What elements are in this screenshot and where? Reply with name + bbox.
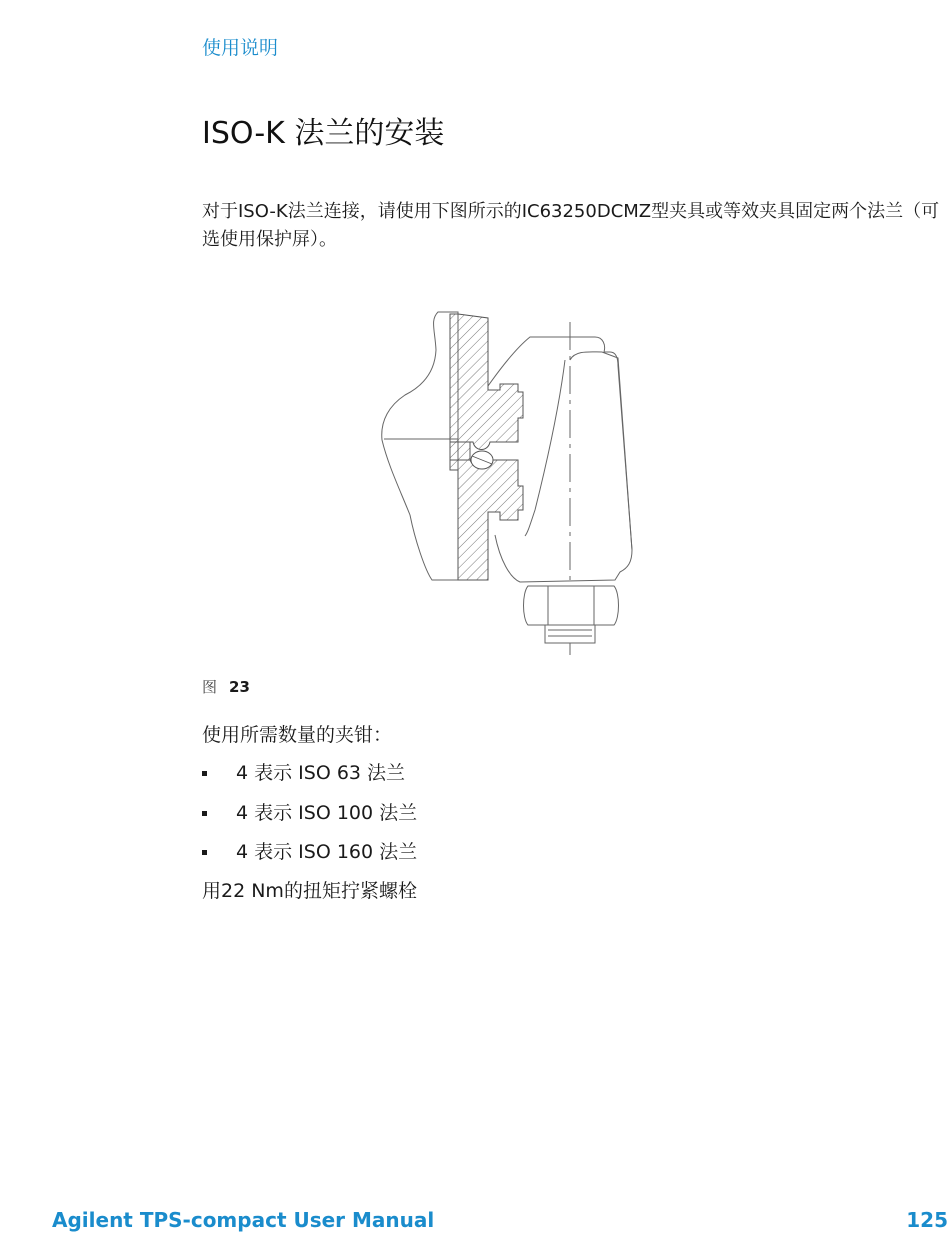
centering-ring bbox=[450, 442, 470, 460]
list-item bbox=[202, 839, 417, 879]
outer-flange-outline bbox=[382, 312, 460, 580]
figure-number: 23 bbox=[229, 678, 250, 696]
lower-hatched-flange bbox=[450, 460, 523, 580]
figure-prefix: 图 bbox=[202, 678, 218, 696]
figure-caption bbox=[202, 676, 250, 697]
bullet-icon bbox=[202, 811, 207, 816]
bolt-end bbox=[545, 625, 595, 643]
clamp-count-list bbox=[202, 760, 417, 879]
upper-hatched-flange bbox=[450, 314, 523, 450]
intro-paragraph: 对于ISO-K法兰连接，请使用下图所示的IC63250DCMZ型夹具或等效夹具固定两个法兰（可选使用保护屏）。 bbox=[202, 201, 940, 250]
usage-text: 使用所需数量的夹钳： bbox=[202, 724, 393, 746]
list-item-text: 4 表示 ISO 63 法兰 bbox=[236, 762, 406, 784]
list-item bbox=[202, 760, 417, 800]
page-title: ISO-K 法兰的安装 bbox=[202, 116, 445, 151]
section-header-label: 使用说明 bbox=[202, 37, 279, 59]
footer-manual-title: Agilent TPS-compact User Manual bbox=[52, 1208, 435, 1232]
bullet-icon bbox=[202, 771, 207, 776]
torque-instruction: 用22 Nm的扭矩拧紧螺栓 bbox=[202, 880, 417, 902]
hex-nut bbox=[524, 586, 619, 625]
bullet-icon bbox=[202, 850, 207, 855]
list-item-text: 4 表示 ISO 160 法兰 bbox=[236, 841, 418, 863]
list-item bbox=[202, 800, 417, 840]
list-item-text: 4 表示 ISO 100 法兰 bbox=[236, 801, 418, 824]
clamp-drawing bbox=[370, 300, 640, 660]
clamp-cap bbox=[570, 352, 632, 550]
footer-page-number: 125 bbox=[906, 1208, 948, 1232]
